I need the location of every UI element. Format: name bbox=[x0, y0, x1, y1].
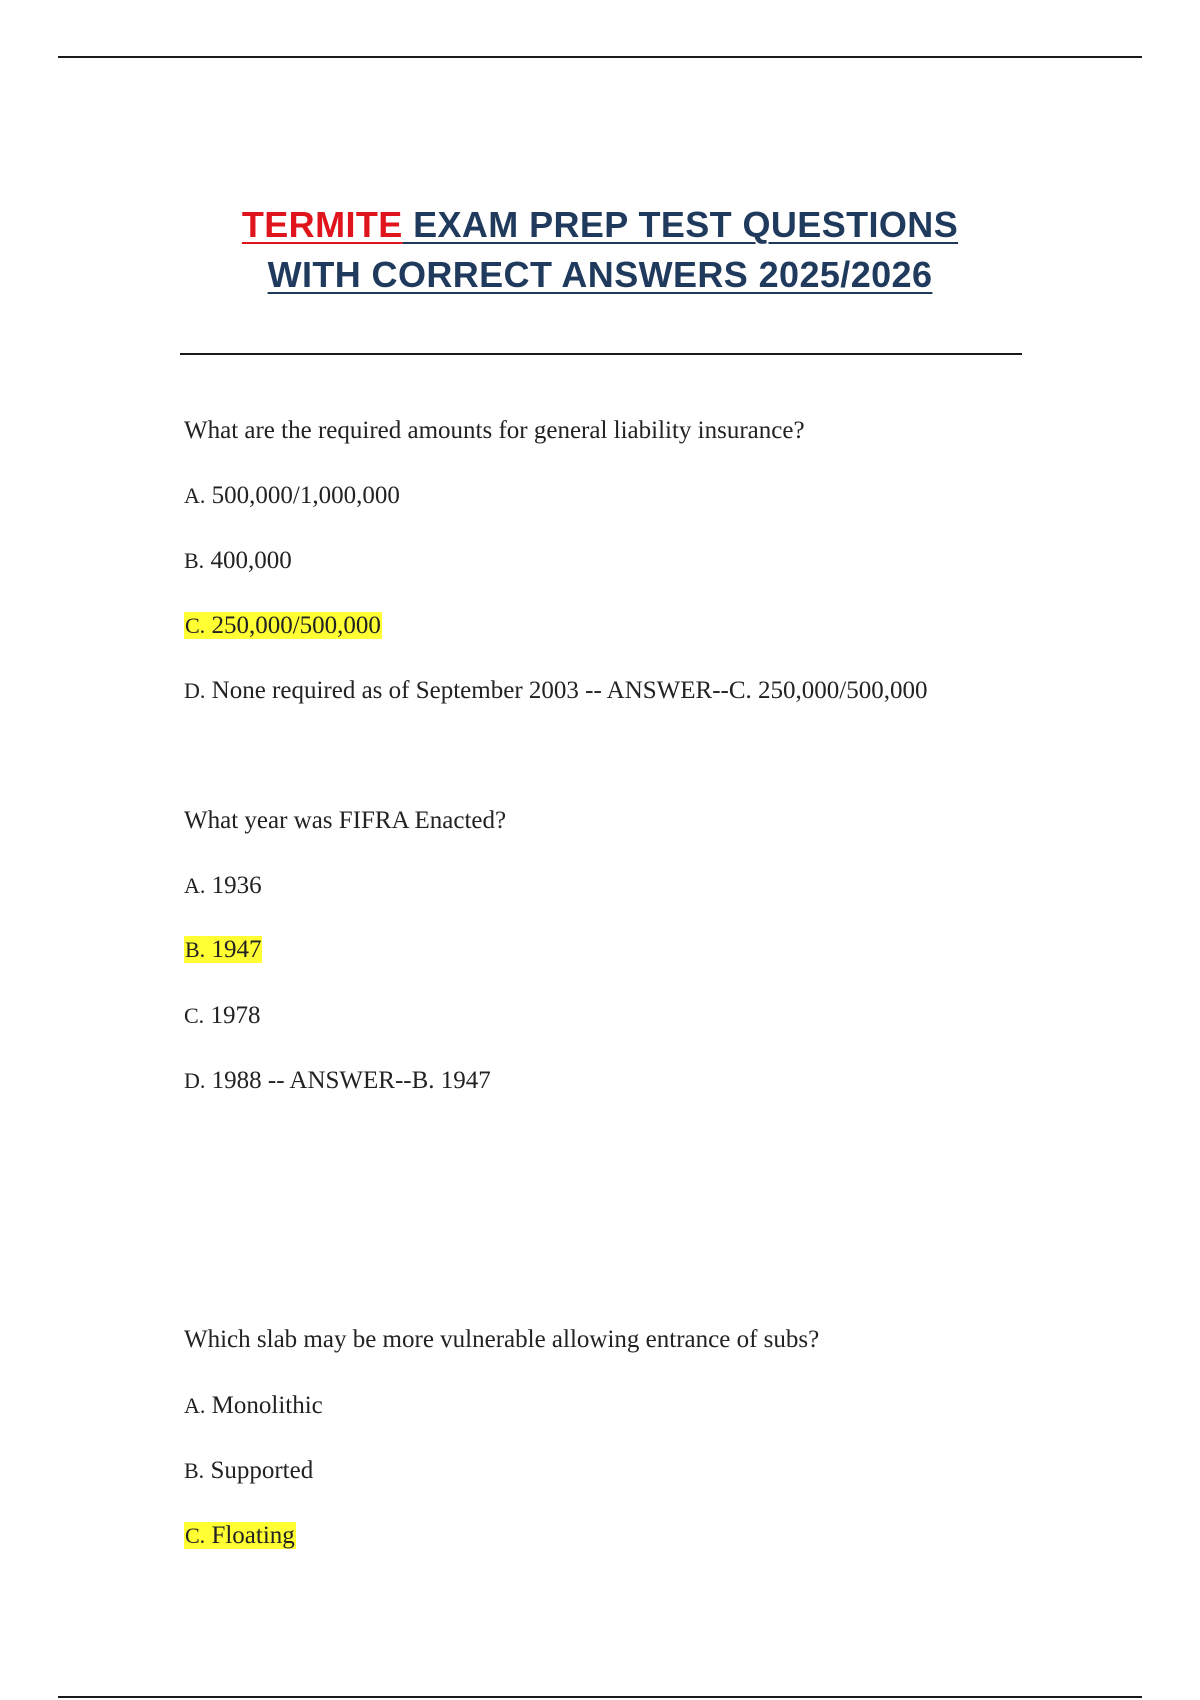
question-1-option-a bbox=[184, 480, 400, 512]
title-line-2 bbox=[0, 250, 1200, 300]
question-1-option-c bbox=[184, 610, 382, 642]
question-2-option-b bbox=[184, 934, 262, 966]
option-letter: C. bbox=[185, 613, 206, 638]
question-1-option-b bbox=[184, 545, 292, 577]
option-text: Supported bbox=[204, 1457, 314, 1484]
title-divider bbox=[180, 353, 1022, 355]
correct-answer-highlight bbox=[184, 1522, 296, 1549]
option-letter: B. bbox=[184, 1458, 205, 1483]
correct-answer-highlight bbox=[184, 936, 262, 963]
question-2-option-a bbox=[184, 870, 262, 902]
option-text: 1936 bbox=[205, 872, 262, 899]
option-letter: A. bbox=[184, 1393, 206, 1418]
question-2-text: What year was FIFRA Enacted? bbox=[184, 807, 507, 834]
option-letter: A. bbox=[184, 483, 206, 508]
title-line-1-rest: EXAM PREP TEST QUESTIONS bbox=[402, 204, 959, 245]
option-text: Monolithic bbox=[205, 1392, 323, 1419]
option-text: None required as of September 2003 -- ANSWER--C. 250,000/500,000 bbox=[205, 677, 928, 704]
question-1-text: What are the required amounts for general liability insurance? bbox=[184, 417, 805, 444]
option-letter: D. bbox=[184, 1068, 206, 1093]
question-3-option-a bbox=[184, 1390, 323, 1422]
option-letter: B. bbox=[184, 548, 205, 573]
question-2-option-d bbox=[184, 1065, 491, 1097]
option-letter: D. bbox=[184, 678, 206, 703]
page-top-rule bbox=[58, 56, 1142, 58]
option-text: 1988 -- ANSWER--B. 1947 bbox=[205, 1067, 491, 1094]
option-text: Floating bbox=[205, 1522, 295, 1549]
option-letter: C. bbox=[184, 1003, 205, 1028]
option-letter: A. bbox=[184, 873, 206, 898]
question-3-option-b bbox=[184, 1455, 313, 1487]
question-3-text: Which slab may be more vulnerable allowing entrance of subs? bbox=[184, 1326, 820, 1353]
document-title bbox=[0, 200, 1200, 300]
option-letter: C. bbox=[185, 1523, 206, 1548]
option-text: 1947 bbox=[205, 936, 262, 963]
option-text: 400,000 bbox=[204, 547, 292, 574]
page-bottom-rule bbox=[58, 1696, 1142, 1698]
option-letter: B. bbox=[185, 937, 206, 962]
question-2-option-c bbox=[184, 1000, 260, 1032]
question-3-option-c bbox=[184, 1520, 296, 1552]
option-text: 500,000/1,000,000 bbox=[205, 482, 400, 509]
correct-answer-highlight bbox=[184, 612, 382, 639]
option-text: 250,000/500,000 bbox=[205, 612, 381, 639]
title-line-1 bbox=[0, 200, 1200, 250]
question-1-option-d bbox=[184, 675, 928, 707]
option-text: 1978 bbox=[204, 1002, 261, 1029]
title-red-word: TERMITE bbox=[241, 204, 403, 245]
title-line-2-text: WITH CORRECT ANSWERS 2025/2026 bbox=[267, 254, 933, 295]
